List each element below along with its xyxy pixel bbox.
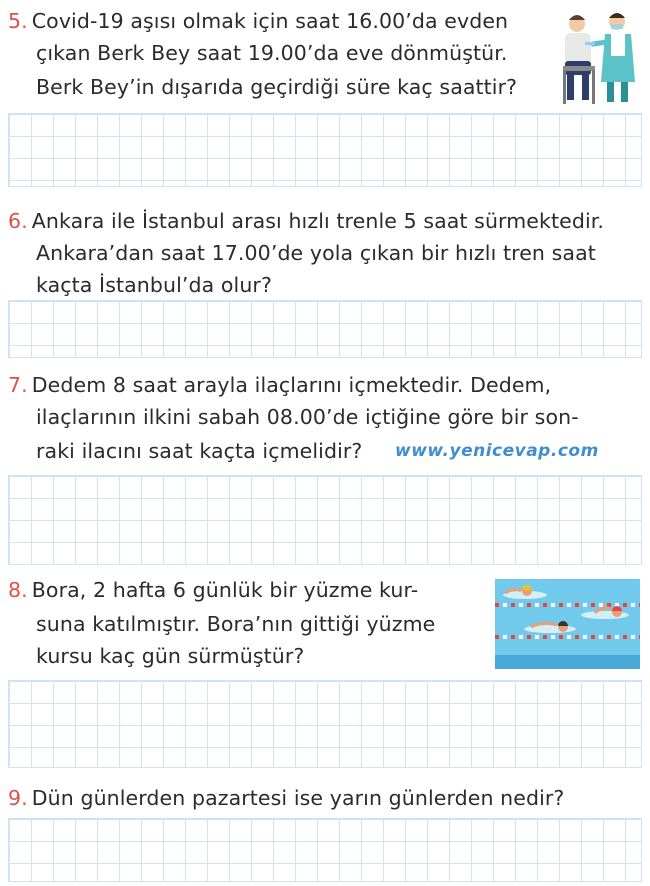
answer-grid-9[interactable] bbox=[8, 818, 642, 882]
question-6-line-3: kaçta İstanbul’da olur? bbox=[36, 273, 272, 297]
answer-grid-6[interactable] bbox=[8, 300, 642, 358]
question-9-number: 9. bbox=[8, 786, 28, 810]
answer-grid-7[interactable] bbox=[8, 475, 642, 565]
question-6-number: 6. bbox=[8, 209, 28, 233]
vaccination-illustration bbox=[555, 6, 645, 108]
question-5-line-2: çıkan Berk Bey saat 19.00’da eve dönmüştür. bbox=[36, 41, 508, 65]
answer-grid-8[interactable] bbox=[8, 680, 642, 768]
question-7-line-2: ilaçlarının ilkini sabah 08.00’de içtiğine göre bir son- bbox=[36, 405, 579, 429]
question-8-number: 8. bbox=[8, 578, 28, 602]
swimming-pool-illustration bbox=[495, 579, 640, 669]
answer-grid-5[interactable] bbox=[8, 113, 642, 187]
question-7-line-1: 7. Dedem 8 saat arayla ilaçlarını içmektedir. Dedem, bbox=[8, 373, 552, 397]
question-5-number: 5. bbox=[8, 9, 28, 33]
question-8-line-2: suna katılmıştır. Bora’nın gittiği yüzme bbox=[36, 612, 436, 636]
watermark-text: www.yenicevap.com bbox=[395, 441, 599, 461]
question-7-line-3: raki ilacını saat kaçta içmelidir? bbox=[36, 439, 363, 463]
question-5-line-3: Berk Bey’in dışarıda geçirdiği süre kaç saattir? bbox=[36, 75, 518, 99]
question-7-number: 7. bbox=[8, 373, 28, 397]
question-5-line-1: 5. Covid-19 aşısı olmak için saat 16.00’da evden bbox=[8, 9, 509, 33]
question-8-line-1: 8. Bora, 2 hafta 6 günlük bir yüzme kur- bbox=[8, 578, 419, 602]
question-6-line-1: 6. Ankara ile İstanbul arası hızlı trenle 5 saat sürmektedir. bbox=[8, 209, 604, 233]
question-9-line-1: 9. Dün günlerden pazartesi ise yarın günlerden nedir? bbox=[8, 786, 565, 810]
question-8-line-3: kursu kaç gün sürmüştür? bbox=[36, 644, 305, 668]
question-6-line-2: Ankara’dan saat 17.00’de yola çıkan bir hızlı tren saat bbox=[36, 241, 596, 265]
